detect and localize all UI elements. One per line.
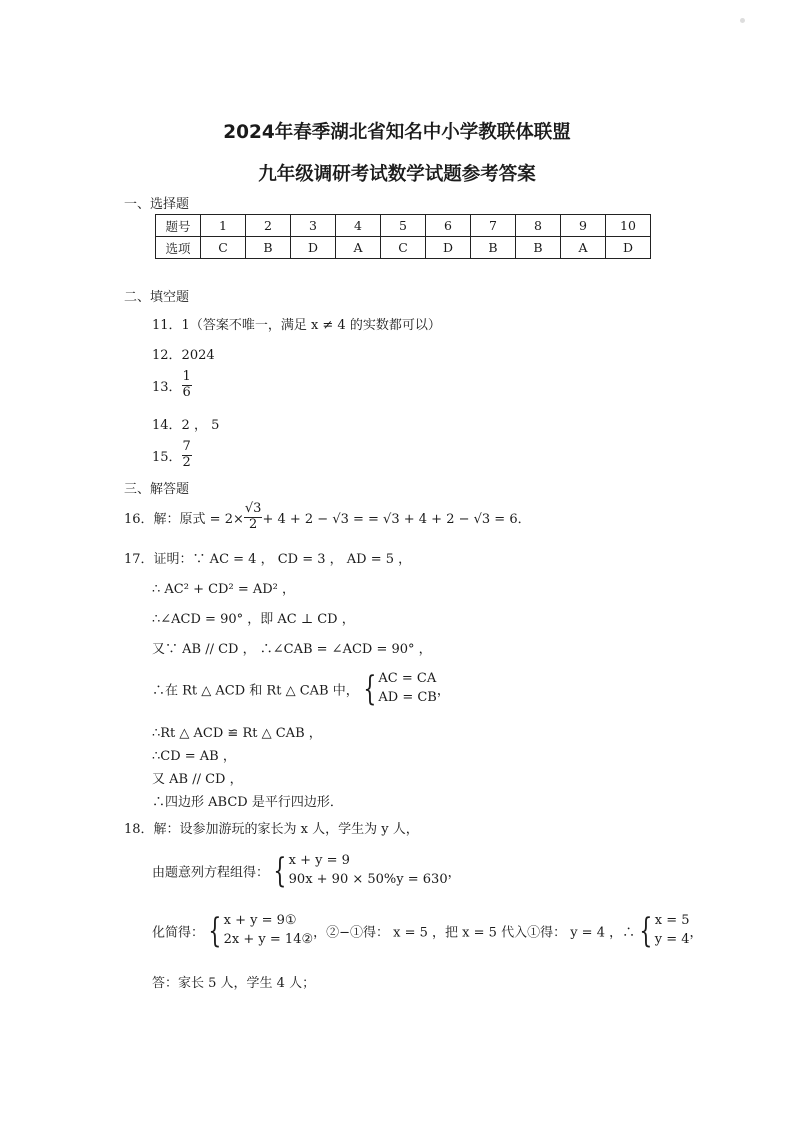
equation: x = 5 (654, 913, 690, 928)
equation: 90x + 90 × 50%y = 630 (288, 871, 448, 887)
left-brace: { (639, 910, 653, 951)
table-cell: C (201, 237, 246, 259)
answer-q16-part1: 16．解：原式 = 2× (124, 511, 244, 527)
table-cell: 5 (381, 215, 426, 237)
equation: x + y = 9 (288, 853, 350, 868)
answer-q13-label: 13． (152, 379, 182, 395)
numerator: 7 (182, 439, 191, 454)
equation: 2x + y = 14② (223, 931, 314, 947)
table-cell: B (246, 237, 291, 259)
doc-title-line1: 2024年春季湖北省知名中小学教联体联盟 (223, 122, 571, 143)
table-cell: 9 (561, 215, 606, 237)
denominator: 6 (182, 384, 191, 400)
left-brace: { (363, 668, 377, 709)
table-cell: B (516, 237, 561, 259)
table-cell: 3 (291, 215, 336, 237)
section-fill-blank-heading: 二、填空题 (124, 290, 190, 305)
table-header-cell: 题号 (156, 215, 201, 237)
table-cell: D (426, 237, 471, 259)
answer-q17-line7: ∴CD = AB ， (152, 749, 236, 764)
denominator: 2 (249, 516, 258, 532)
answer-q18-line3 (152, 912, 703, 950)
answer-q17-line5-text: ∴在 Rt △ ACD 和 Rt △ CAB 中， (152, 683, 359, 699)
table-cell: 10 (606, 215, 651, 237)
equation: y = 4 (654, 931, 690, 947)
fraction (182, 370, 192, 401)
answer-q15 (152, 440, 192, 471)
answer-q17-line9: ∴四边形 ABCD 是平行四边形． (152, 795, 343, 810)
answer-table (155, 214, 651, 259)
table-cell: B (471, 237, 516, 259)
doc-title-line2: 九年级调研考试数学试题参考答案 (258, 164, 536, 185)
answer-q17-line2: ∴ AC² + CD² = AD² ， (152, 582, 296, 597)
answer-q18-line3-text: 化简得： (152, 925, 205, 941)
left-brace: { (208, 910, 222, 951)
table-cell: D (606, 237, 651, 259)
answer-q16-part2: + 4 + 2 − √3 = = √3 + 4 + 2 − √3 = 6． (262, 511, 531, 527)
left-brace: { (273, 850, 287, 891)
table-cell: 8 (516, 215, 561, 237)
answer-q18-line2-text: 由题意列方程组得： (152, 865, 270, 881)
answer-q15-label: 15． (152, 449, 182, 465)
answer-q18-line3-mid: ，②−①得： x = 5 ，把 x = 5 代入①得： y = 4 ，∴ (313, 925, 636, 941)
equation: x + y = 9① (223, 913, 297, 928)
answer-q18-line2 (152, 852, 461, 890)
table-cell: A (561, 237, 606, 259)
equation-system (655, 912, 690, 950)
equation-system (378, 670, 436, 708)
equation-system (289, 852, 448, 890)
punctuation: ， (447, 865, 461, 881)
table-cell: 1 (201, 215, 246, 237)
table-cell: 7 (471, 215, 516, 237)
answer-q12: 12．2024 (152, 348, 215, 363)
table-cell: A (336, 237, 381, 259)
equation-system (224, 912, 313, 950)
answer-q16 (124, 502, 531, 533)
table-cell: C (381, 237, 426, 259)
table-cell: 6 (426, 215, 471, 237)
numerator: 1 (182, 369, 191, 384)
section-solution-heading: 三、解答题 (124, 482, 190, 497)
table-row (156, 215, 651, 237)
fraction (244, 502, 263, 533)
answer-q13 (152, 370, 192, 401)
answer-q17-line1: 17．证明：∵ AC = 4 ， CD = 3 ， AD = 5 ， (124, 552, 412, 567)
punctuation: ， (436, 683, 450, 699)
answer-q14: 14．2 ， 5 (152, 418, 220, 433)
answer-q17-line6: ∴Rt △ ACD ≌ Rt △ CAB ， (152, 726, 322, 741)
scan-speck (740, 18, 745, 23)
fraction (182, 440, 192, 471)
answer-q17-line8: 又 AB // CD ， (152, 772, 243, 787)
table-cell: 4 (336, 215, 381, 237)
table-cell: 2 (246, 215, 291, 237)
equation: AD = CB (378, 689, 437, 705)
denominator: 2 (182, 454, 191, 470)
answer-q17-line4: 又∵ AB // CD ， ∴∠CAB = ∠ACD = 90° ， (152, 642, 432, 657)
table-header-cell: 选项 (156, 237, 201, 259)
answer-q11: 11．1（答案不唯一，满足 x ≠ 4 的实数都可以） (152, 318, 441, 333)
table-row (156, 237, 651, 259)
table-cell: D (291, 237, 336, 259)
answer-q18-line4: 答：家长 5 人，学生 4 人； (152, 976, 316, 991)
numerator: √3 (244, 501, 262, 516)
answer-q17-line3: ∴∠ACD = 90° ，即 AC ⊥ CD ， (152, 612, 355, 627)
equation: AC = CA (378, 671, 437, 686)
section-multiple-choice-heading: 一、选择题 (124, 197, 190, 212)
punctuation: ， (689, 925, 703, 941)
answer-q17-line5 (152, 670, 450, 708)
answer-q18-line1: 18．解：设参加游玩的家长为 x 人，学生为 y 人， (124, 822, 419, 837)
